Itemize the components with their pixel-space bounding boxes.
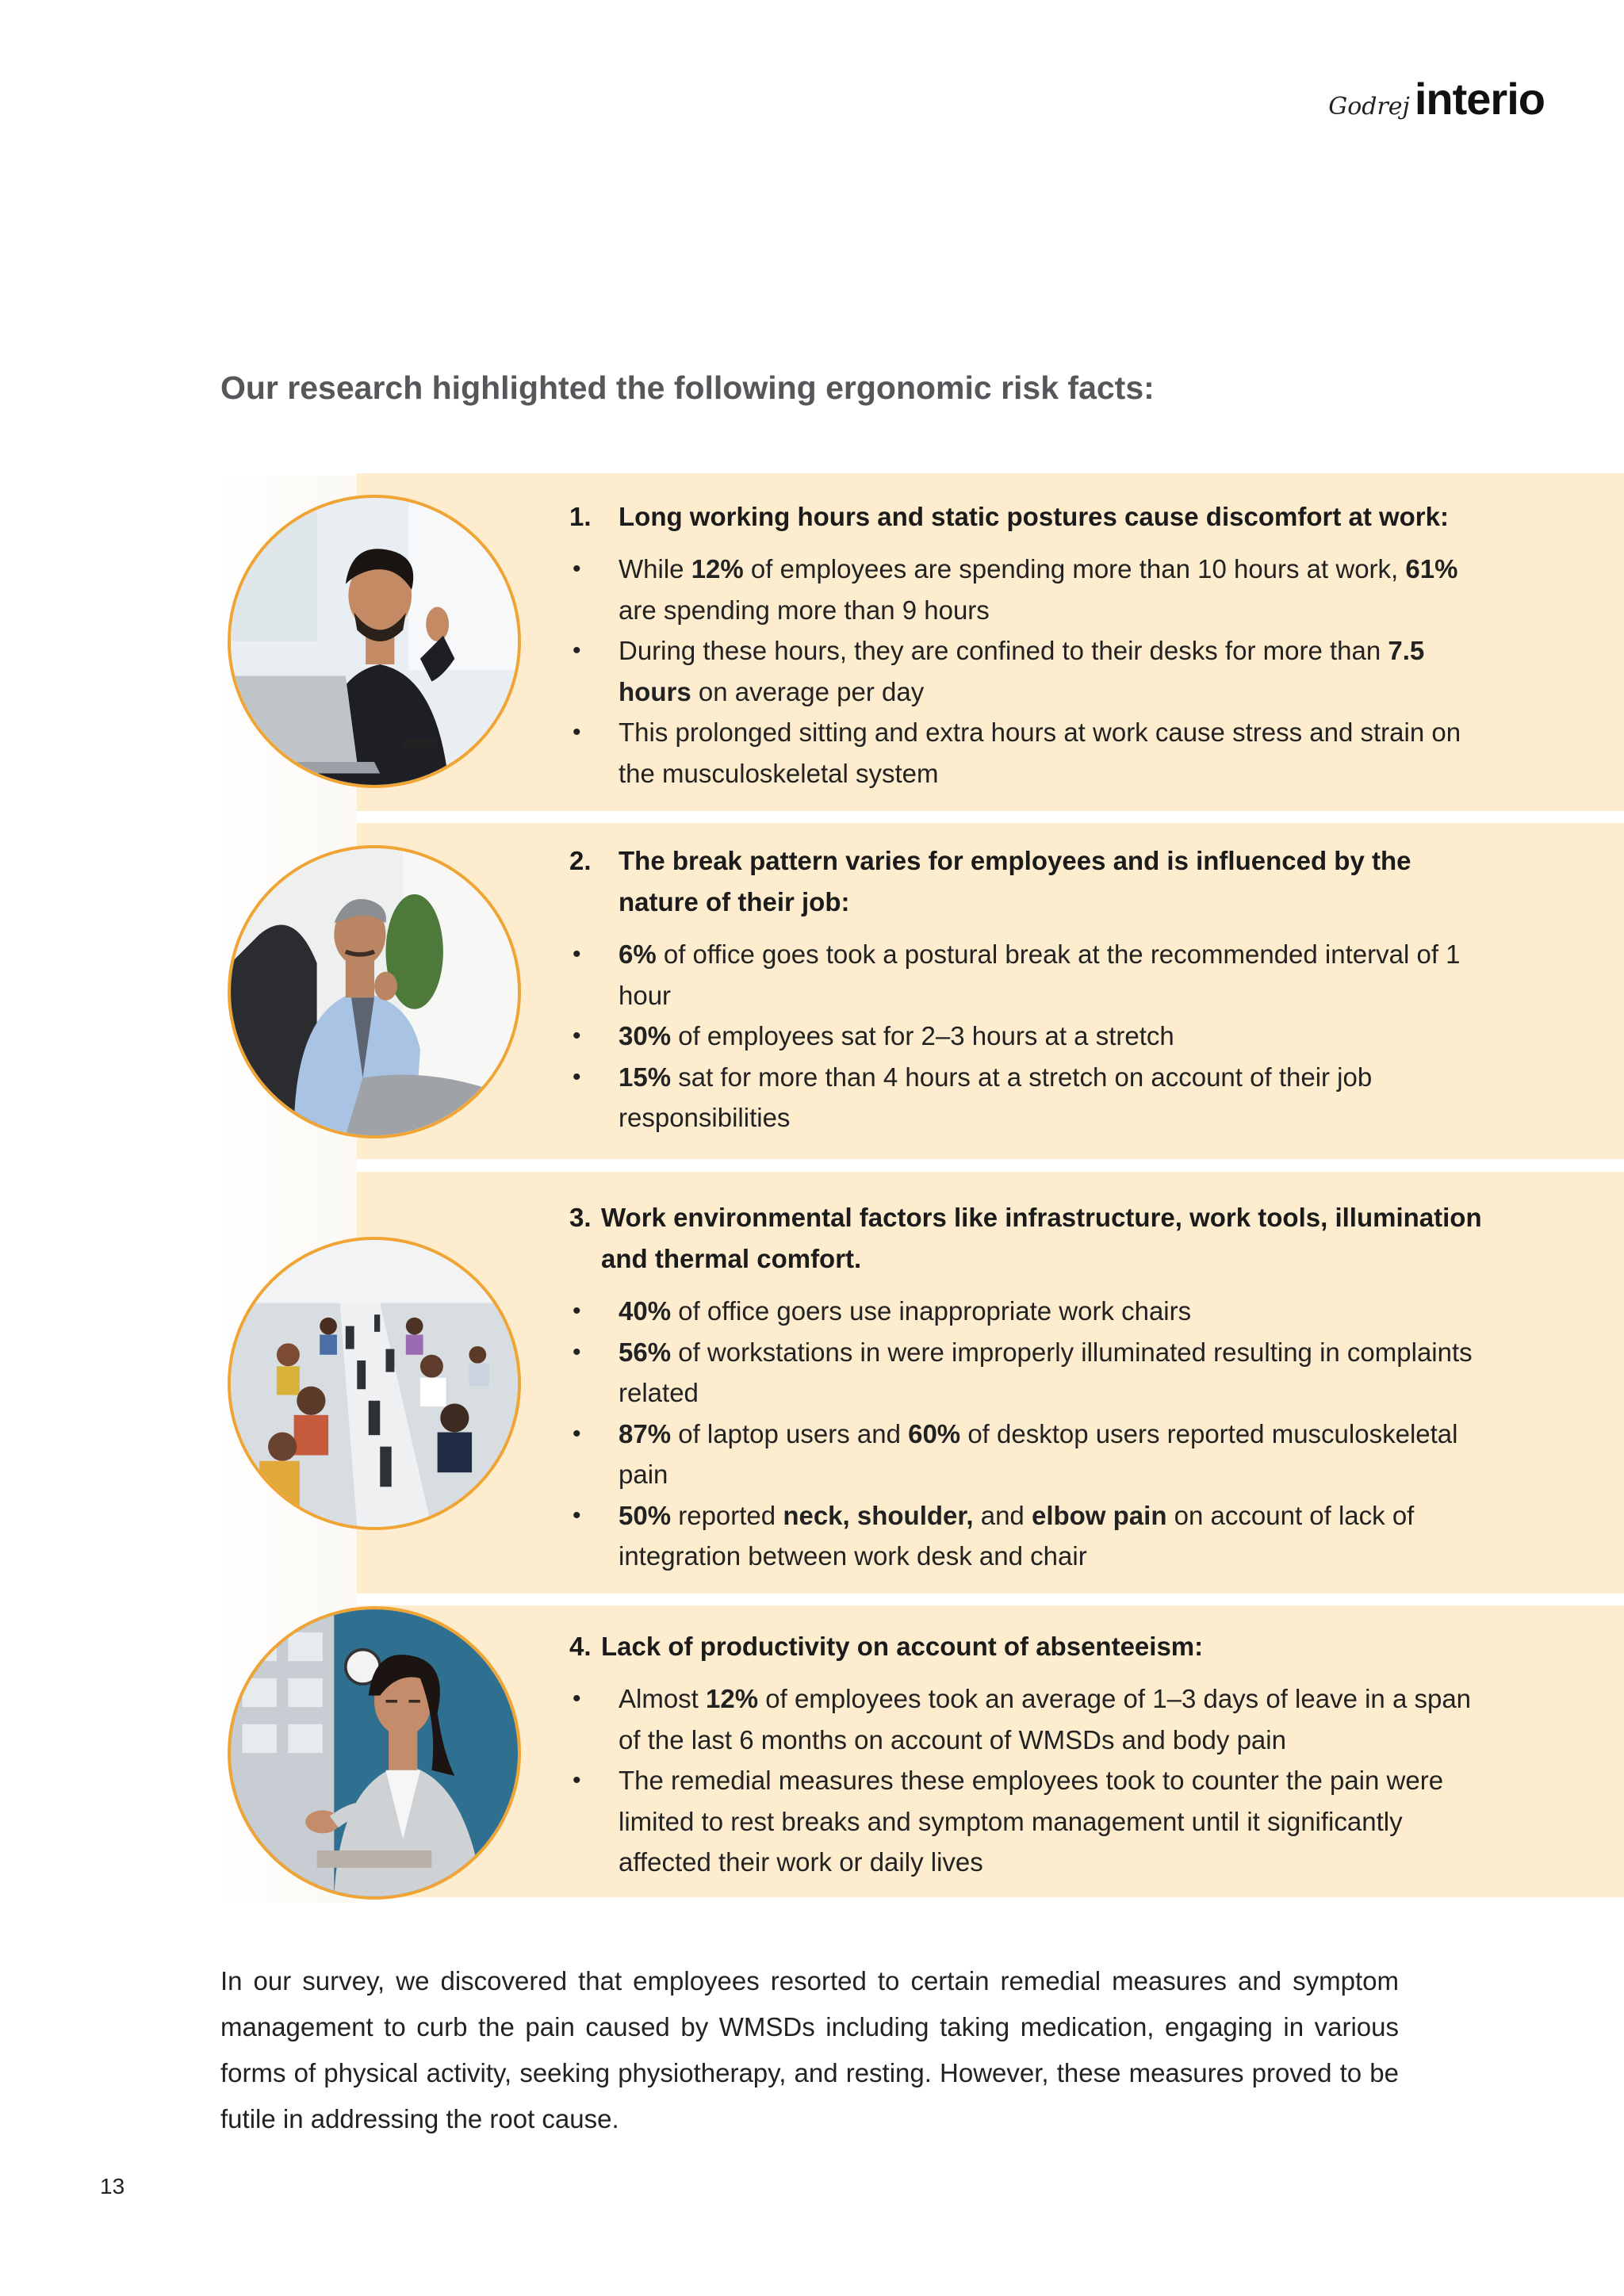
- fact-section-2: [569, 840, 1497, 1138]
- fact-text: This prolonged sitting and extra hours at work cause stress and strain on the musculoskeletal system: [619, 718, 1461, 788]
- photo-woman-meditating: [228, 1606, 521, 1900]
- fact-item: [569, 630, 1497, 712]
- fact-text: on average per day: [691, 676, 925, 706]
- fact-item: [569, 1495, 1497, 1577]
- fact-item: [569, 1291, 1497, 1332]
- fact-section-title: [569, 1626, 1497, 1667]
- fact-section-1: [569, 496, 1497, 794]
- fact-text: and: [973, 1500, 1032, 1530]
- fact-item: [569, 1332, 1497, 1414]
- fact-highlight: 61%: [1405, 554, 1458, 584]
- fact-highlight: 7.5 hours: [619, 636, 1425, 706]
- fact-highlight: 40%: [619, 1296, 672, 1326]
- fact-text: While: [619, 554, 691, 584]
- fact-text: of laptop users and: [671, 1418, 909, 1448]
- fact-highlight: 12%: [691, 554, 744, 584]
- fact-text: sat for more than 4 hours at a stretch on account of their job responsibilities: [619, 1062, 1373, 1132]
- fact-list: [569, 1291, 1497, 1577]
- fact-section-title: [569, 496, 1497, 538]
- fact-text: Almost: [619, 1684, 707, 1713]
- fact-highlight: 50%: [619, 1500, 672, 1530]
- fact-text: During these hours, they are confined to their desks for more than: [619, 636, 1388, 665]
- fact-text: of office goes took a postural break at the recommended interval of 1 hour: [619, 939, 1461, 1010]
- section-number: 2.: [569, 846, 592, 875]
- section-title-text: The break pattern varies for employees and is influenced by the nature of their job:: [619, 846, 1411, 916]
- fact-item: [569, 1057, 1497, 1138]
- photo-man-at-laptop: [228, 495, 521, 788]
- photo-man-in-chair: [228, 845, 521, 1138]
- fact-highlight: 60%: [908, 1418, 961, 1448]
- fact-highlight: 87%: [619, 1418, 672, 1448]
- fact-section-3: [569, 1197, 1497, 1577]
- fact-item: [569, 1678, 1497, 1760]
- fact-item: [569, 1760, 1497, 1883]
- fact-text: The remedial measures these employees took to counter the pain were limited to rest breaks and symptom management until it significantly affected their work or daily lives: [619, 1766, 1444, 1877]
- fact-highlight: 30%: [619, 1021, 672, 1050]
- fact-text: of employees took an average of 1–3 days of leave in a span of the last 6 months on account of WMSDs and body pain: [619, 1684, 1472, 1755]
- fact-highlight: 6%: [619, 939, 657, 969]
- section-number: 1.: [569, 502, 592, 531]
- page-number: 13: [100, 2174, 125, 2198]
- fact-list: [569, 1678, 1497, 1883]
- fact-item: [569, 934, 1497, 1016]
- fact-item: [569, 1414, 1497, 1495]
- fact-text: of workstations in were improperly illuminated resulting in complaints related: [619, 1337, 1473, 1407]
- fact-text: of employees sat for 2–3 hours at a stretch: [671, 1021, 1174, 1050]
- fact-highlight: elbow pain: [1031, 1500, 1167, 1530]
- fact-section-4: [569, 1626, 1497, 1883]
- fact-item: [569, 549, 1497, 630]
- page-heading: Our research highlighted the following ergonomic risk facts:: [220, 369, 1155, 406]
- summary-paragraph: In our survey, we discovered that employees resorted to certain remedial measures and symptom management to curb the pain caused by WMSDs including taking medication, engaging in various forms of physical activity, seeking physiotherapy, and resting. However, these measures proved to be futile in addressing the root cause.: [220, 1966, 1399, 2133]
- fact-text: of employees are spending more than 10 hours at work,: [743, 554, 1406, 584]
- fact-text: are spending more than 9 hours: [619, 595, 990, 625]
- fact-text: on account of lack of integration between work desk and chair: [619, 1500, 1415, 1571]
- fact-section-title: [569, 1197, 1497, 1280]
- photo-busy-office: [228, 1237, 521, 1530]
- fact-highlight: neck, shoulder,: [783, 1500, 974, 1530]
- logo-brand: interio: [1414, 74, 1545, 124]
- section-title-text: Long working hours and static postures cause discomfort at work:: [619, 502, 1449, 531]
- fact-list: [569, 549, 1497, 794]
- fact-highlight: 12%: [706, 1684, 759, 1713]
- section-title-text: Work environmental factors like infrastructure, work tools, illumination and thermal comfort.: [601, 1203, 1482, 1273]
- fact-item: [569, 712, 1497, 794]
- section-title-text: Lack of productivity on account of absenteeism:: [601, 1632, 1204, 1661]
- fact-text: of desktop users reported musculoskeletal pain: [619, 1418, 1458, 1489]
- section-number: 4.: [569, 1632, 592, 1661]
- fact-item: [569, 1016, 1497, 1057]
- fact-highlight: 15%: [619, 1062, 672, 1092]
- fact-text: reported: [671, 1500, 783, 1530]
- fact-text: of office goers use inappropriate work chairs: [671, 1296, 1192, 1326]
- fact-list: [569, 934, 1497, 1138]
- section-number: 3.: [569, 1203, 592, 1232]
- logo-script: Godrej: [1328, 93, 1410, 121]
- company-logo: [1328, 73, 1545, 124]
- fact-highlight: 56%: [619, 1337, 672, 1367]
- fact-section-title: [569, 840, 1497, 923]
